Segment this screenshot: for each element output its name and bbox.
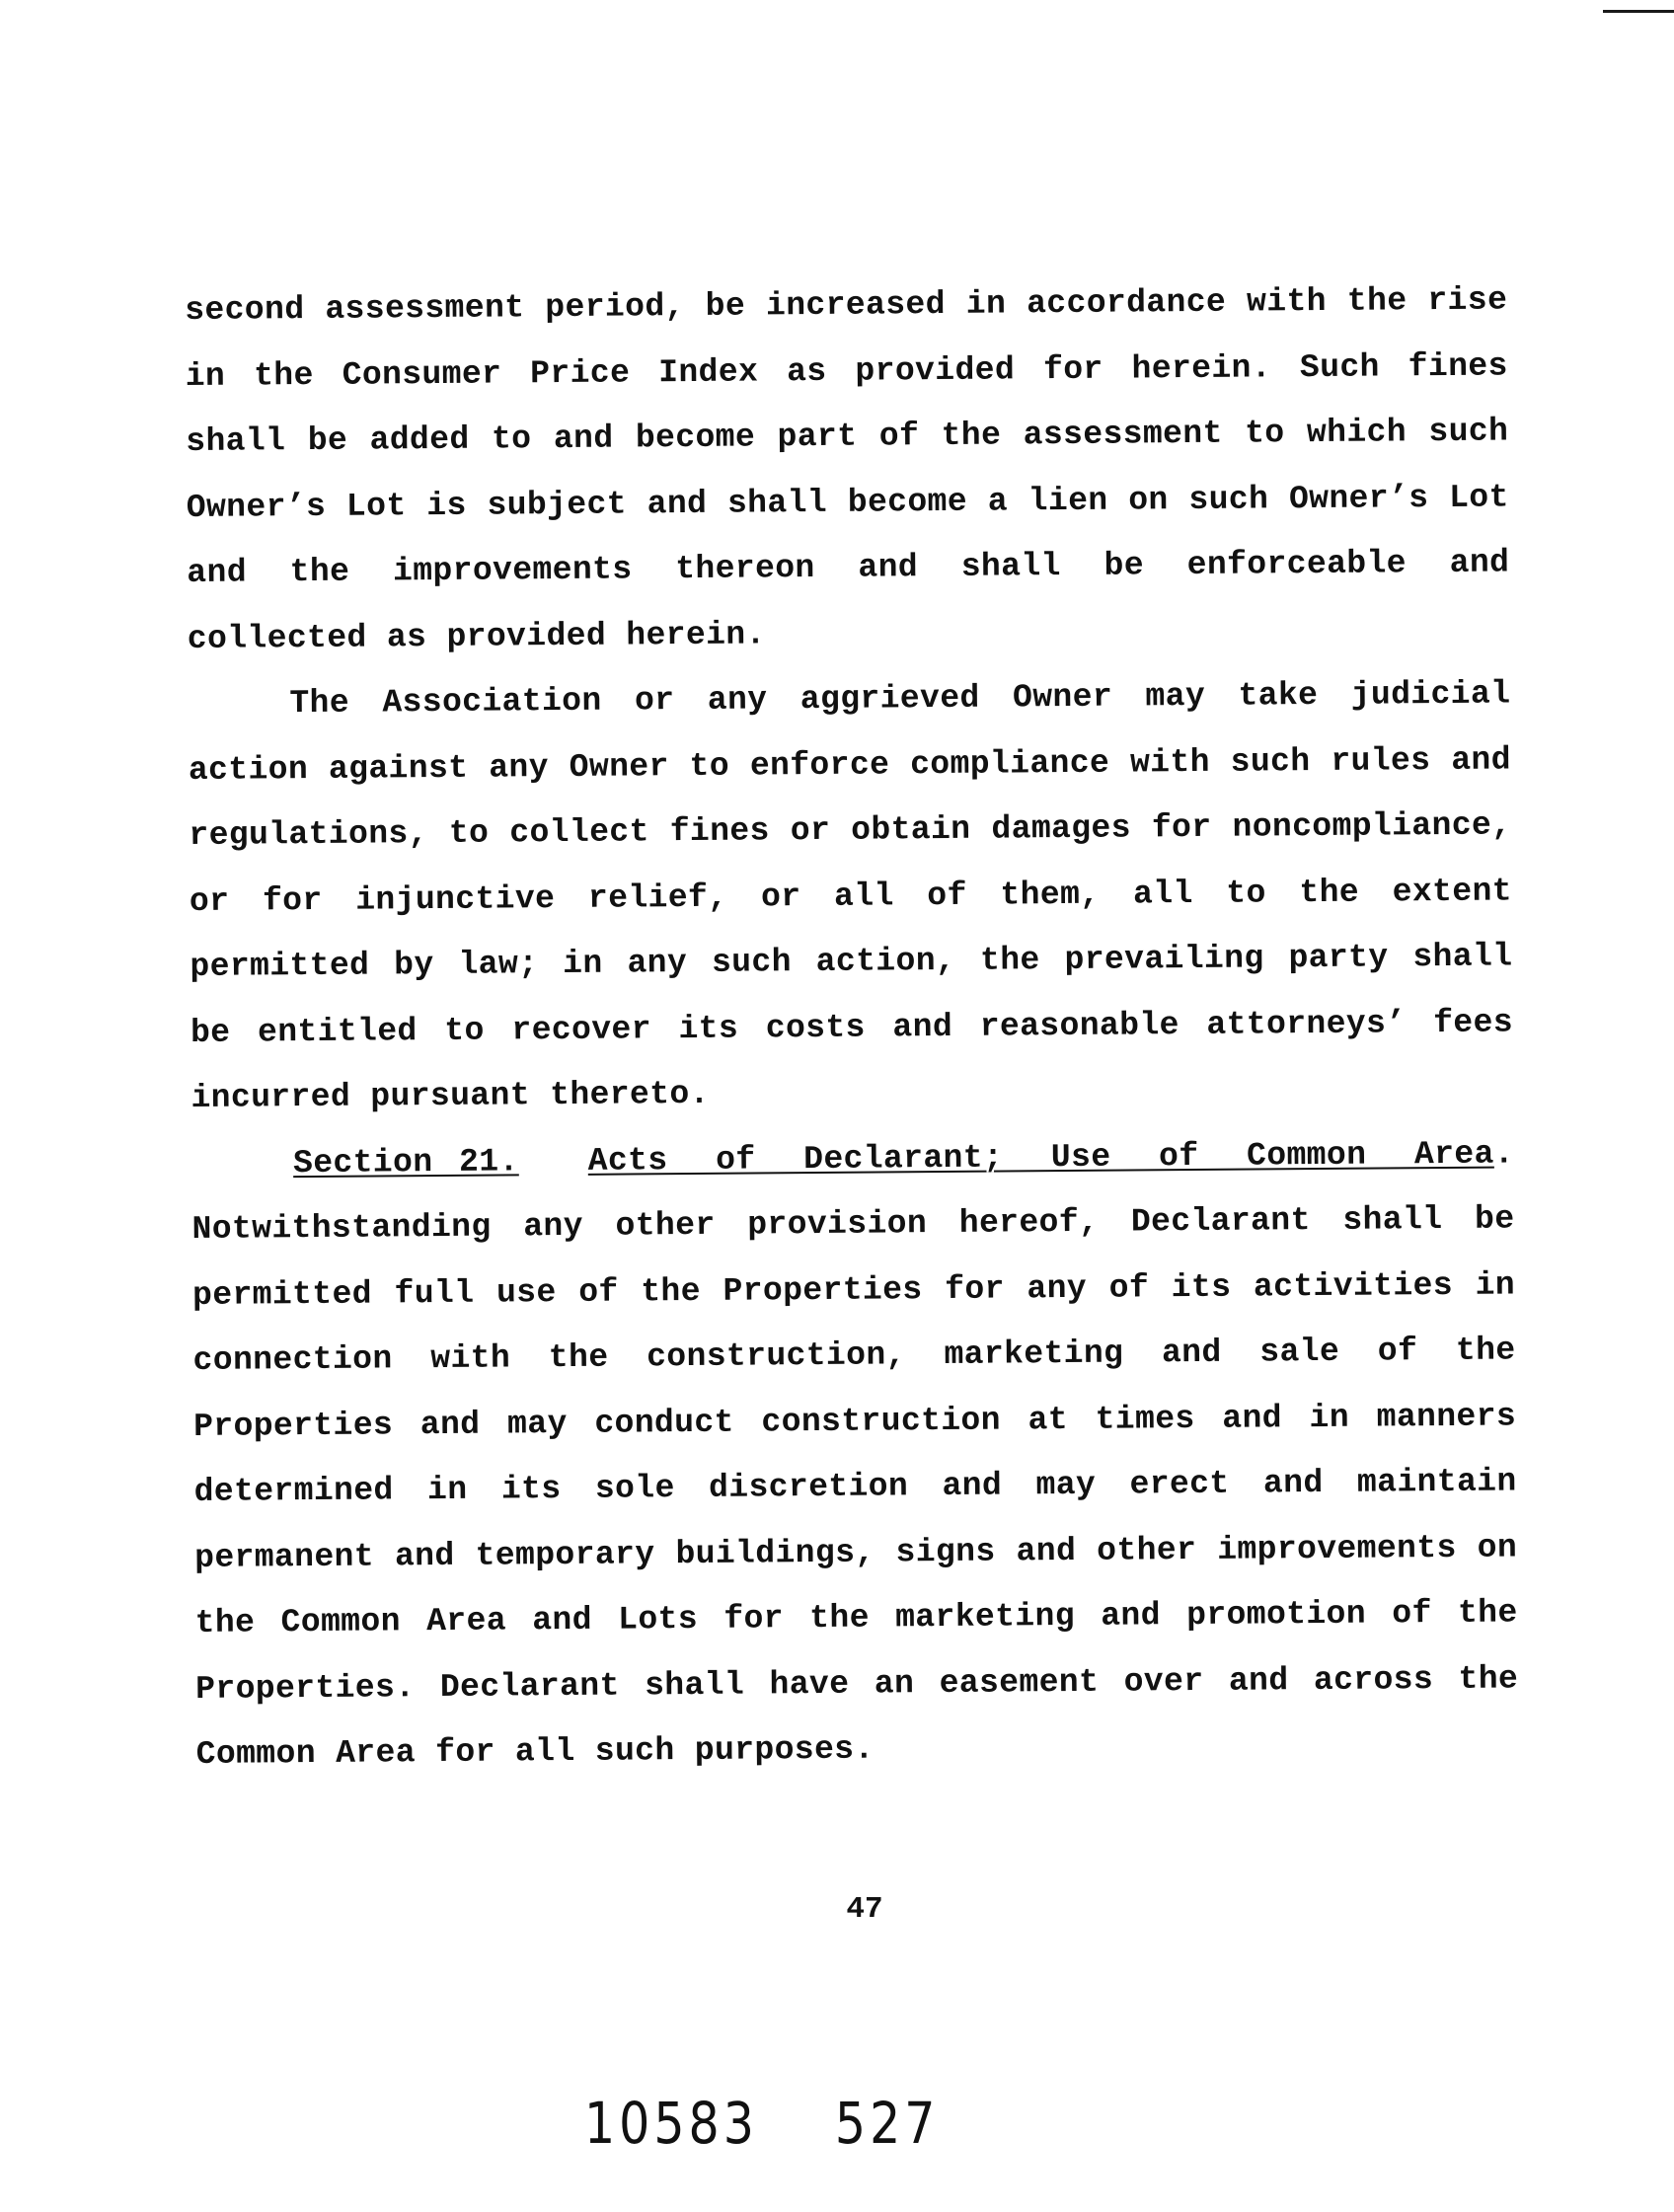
page-number: 47 xyxy=(846,1892,883,1927)
paragraph-judicial-action: The Association or any aggrieved Owner may take judicial action against any Owner to enforce compliance with such rules and regulations, to collect fines or obtain damages for noncompliance, or for injunctive relief, or all of them, all to the extent permitted by law; in any such action, the prevailing party shall be entitled to recover its costs and reasonable attorneys’ fees incurred pursuant thereto. xyxy=(188,675,1514,1116)
section-heading: Acts of Declarant; Use of Common Area xyxy=(587,1135,1494,1180)
section-number: Section 21. xyxy=(292,1142,519,1182)
book-page-number: 527 xyxy=(834,2091,940,2158)
section-heading-period: . xyxy=(1493,1134,1515,1173)
book-page-stamp xyxy=(584,2091,939,2157)
paragraph-continuation: second assessment period, be increased in accordance with the rise in the Consumer Price Index as provided for herein. Such fines shall be added to and become part of the assessment to which such Owner’s Lot is subject and shall become a lien on such Owner’s Lot and the improvements thereon and shall be enforceable and collected as provided herein. xyxy=(185,281,1510,657)
document-body xyxy=(185,267,1519,1788)
section-body: Notwithstanding any other provision hereof, Declarant shall be permitted full use of the Properties for any of its activities in connection with the construction, marketing and sale of the Properties and may conduct construction at times and in manners determined in its sole discretion and may erect and maintain permanent and temporary buildings, signs and other improvements on the Common Area and Lots for the marketing and promotion of the Properties. Declarant shall have an easement over and across the Common Area for all such purposes. xyxy=(191,1200,1519,1773)
section-21-paragraph xyxy=(191,1121,1519,1789)
book-number: 10583 xyxy=(584,2091,758,2158)
corner-rule xyxy=(1603,10,1674,13)
